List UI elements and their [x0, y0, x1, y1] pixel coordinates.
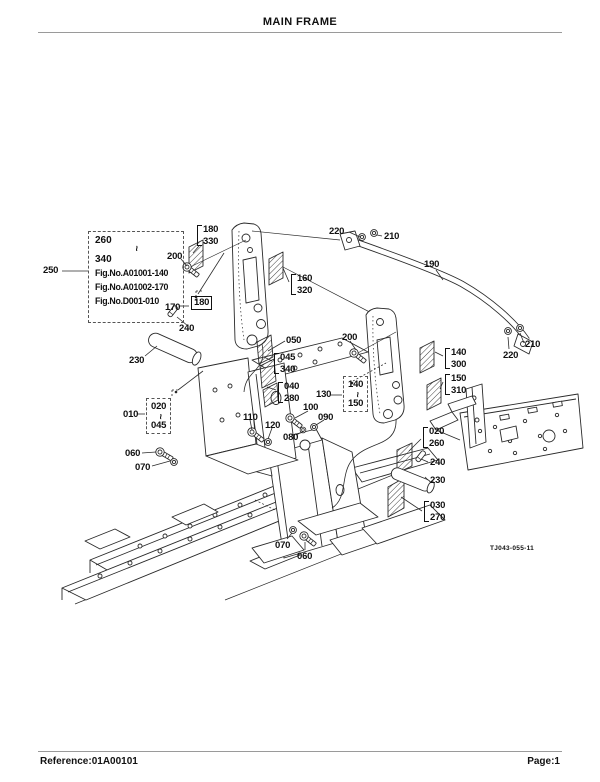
part-number: 040: [284, 381, 300, 392]
part-number: ~: [154, 413, 166, 419]
part-number: 310: [451, 384, 467, 396]
part-callout-170: [165, 302, 180, 314]
part-number: 045: [151, 419, 167, 431]
range-end: 340: [95, 254, 112, 265]
part-number: 060: [125, 448, 141, 459]
part-number: 250: [43, 265, 59, 276]
part-number: 030: [430, 500, 446, 511]
part-number: 180: [194, 297, 210, 308]
page-title: MAIN FRAME: [262, 16, 338, 28]
part-number: 230: [129, 355, 145, 366]
part-number: 200: [167, 251, 183, 262]
part-number: 130: [316, 389, 332, 400]
part-callout-020-260: [423, 426, 444, 449]
part-callout-210: [525, 339, 540, 351]
part-number: 070: [135, 462, 151, 473]
part-number: 110: [243, 412, 258, 423]
part-callout-060: [125, 448, 140, 460]
part-number: 140: [451, 347, 467, 358]
part-callout-180: [191, 296, 212, 310]
part-callout-045-340: [274, 352, 295, 375]
part-callout-120: [265, 420, 280, 432]
range-mark: ~: [130, 245, 142, 252]
footer-page-number: Page:1: [527, 756, 560, 767]
part-callout-140-to-150: [343, 376, 368, 412]
part-number: 160: [297, 273, 313, 284]
part-callout-030-270: [424, 500, 445, 523]
part-number: 330: [203, 235, 219, 247]
part-number: 280: [284, 392, 300, 404]
part-callout-210: [384, 231, 399, 243]
fig-number-line: Fig.No.D001-010: [95, 296, 159, 306]
part-callout-010: [123, 409, 138, 421]
part-callout-050: [286, 335, 301, 347]
part-callout-040-280: [278, 381, 299, 404]
part-number: 220: [329, 226, 345, 237]
part-callout-230: [430, 475, 445, 487]
part-callout-090: [318, 412, 333, 424]
part-number: ~: [351, 391, 363, 397]
part-callout-070: [275, 540, 290, 552]
part-number: 220: [503, 350, 519, 361]
fig-number-line: Fig.No.A01002-170: [95, 282, 169, 292]
part-number: 020: [151, 401, 167, 412]
footer-rule: [38, 751, 562, 752]
drawing-number: TJ043-055-11: [490, 545, 535, 552]
part-number: 240: [179, 323, 195, 334]
part-number: 200: [342, 332, 358, 343]
part-callout-180-330: [197, 224, 218, 247]
part-callout-080: [283, 432, 298, 444]
part-number: 080: [283, 432, 299, 443]
part-number: 120: [265, 420, 281, 431]
part-number: 100: [303, 402, 319, 413]
part-callout-070: [135, 462, 150, 474]
part-callout-140-300: [445, 347, 466, 370]
part-callout-190: [424, 259, 439, 271]
part-callout-200: [342, 332, 357, 344]
part-number: 270: [430, 511, 446, 523]
part-number: 210: [384, 231, 400, 242]
part-callout-240: [179, 323, 194, 335]
part-number: 240: [430, 457, 446, 468]
part-callout-020-to-045: [146, 398, 171, 434]
part-number: 340: [280, 363, 296, 375]
part-number: 045: [280, 352, 296, 363]
part-number: 150: [348, 397, 364, 409]
part-number: 020: [429, 426, 445, 437]
part-number: 170: [165, 302, 181, 313]
part-number: 260: [429, 437, 445, 449]
part-callout-130: [316, 389, 331, 401]
part-callout-110: [243, 412, 258, 424]
part-callout-200: [167, 251, 182, 263]
part-callout-060: [297, 551, 312, 563]
part-number: 300: [451, 358, 467, 370]
part-callout-220: [329, 226, 344, 238]
part-number: 090: [318, 412, 334, 423]
part-number: 070: [275, 540, 291, 551]
range-start: 260: [95, 235, 112, 246]
part-callout-150-310: [445, 373, 466, 396]
part-callout-250: [43, 265, 58, 277]
part-number: 320: [297, 284, 313, 296]
part-number: 150: [451, 373, 467, 384]
part-number: 230: [430, 475, 446, 486]
part-number: 180: [203, 224, 219, 235]
part-number: 140: [348, 379, 364, 390]
part-callout-220: [503, 350, 518, 362]
part-number: 190: [424, 259, 440, 270]
part-callout-100: [303, 402, 318, 414]
part-callout-230: [129, 355, 144, 367]
footer-reference: Reference:01A00101: [40, 756, 138, 767]
fig-number-line: Fig.No.A01001-140: [95, 268, 169, 278]
part-callout-160-320: [291, 273, 312, 296]
part-number: 050: [286, 335, 302, 346]
part-callout-240: [430, 457, 445, 469]
part-number: 060: [297, 551, 313, 562]
part-number: 210: [525, 339, 541, 350]
part-number: 010: [123, 409, 139, 420]
